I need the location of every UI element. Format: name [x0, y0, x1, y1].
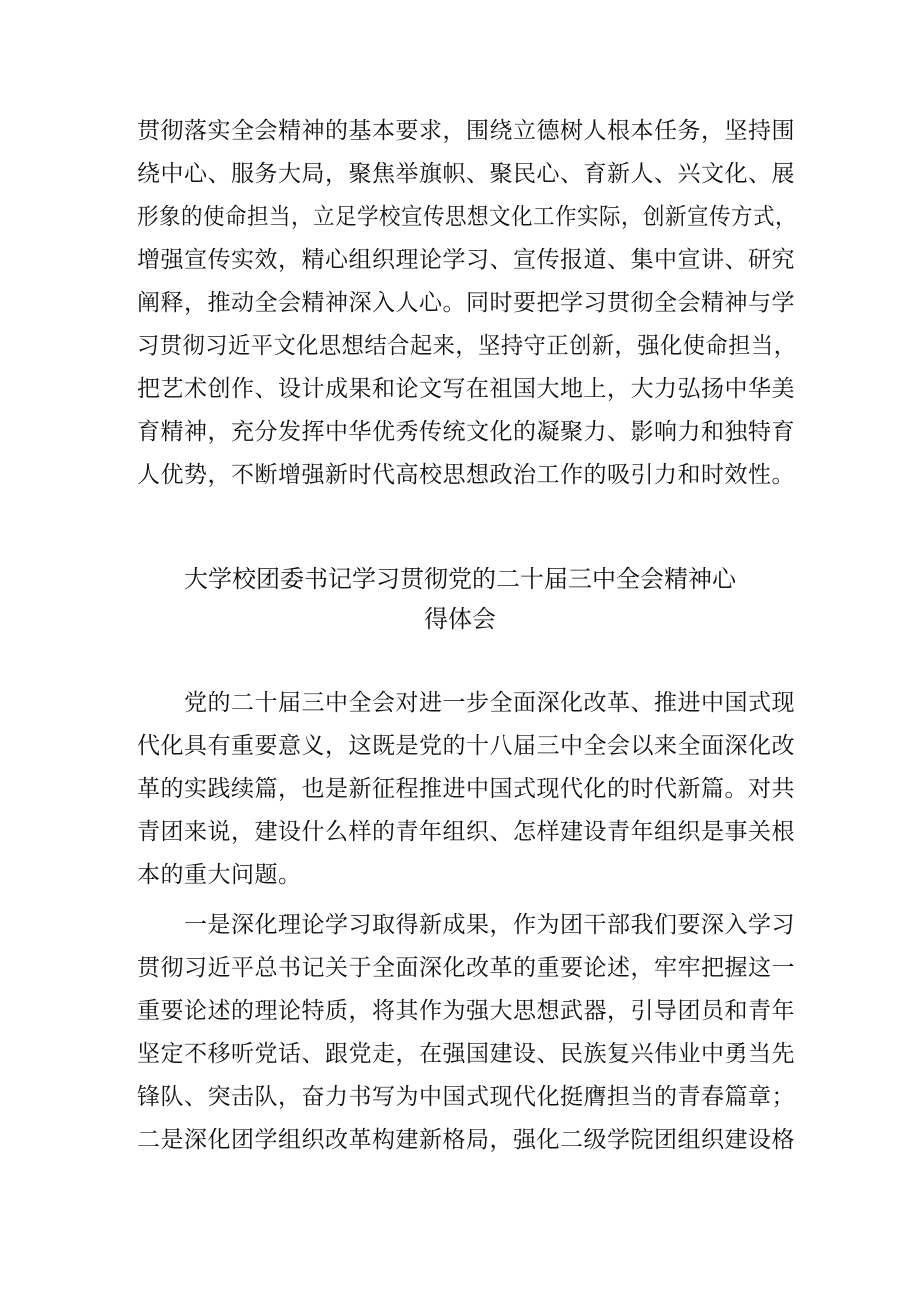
- text-line: 绕中心、服务大局，聚焦举旗帜、聚民心、育新人、兴文化、展: [137, 161, 795, 187]
- heading-line-1: 大学校团委书记学习贯彻党的二十届三中全会精神心: [184, 565, 736, 593]
- text-line: 代化具有重要意义，这既是党的十八届三中全会以来全面深化改: [137, 733, 795, 759]
- heading-line-2: 得体会: [424, 605, 496, 633]
- text-line: 青团来说，建设什么样的青年组织、怎样建设青年组织是事关根: [137, 819, 795, 845]
- text-line: 重要论述的理论特质，将其作为强大思想武器，引导团员和青年: [137, 998, 795, 1024]
- text-line: 坚定不移听党话、跟党走，在强国建设、民族复兴伟业中勇当先: [137, 1041, 795, 1067]
- text-line: 二是深化团学组织改革构建新格局，强化二级学院团组织建设格: [137, 1127, 795, 1153]
- text-line: 贯彻习近平总书记关于全面深化改革的重要论述，牢牢把握这一: [137, 955, 795, 981]
- text-line: 增强宣传实效，精心组织理论学习、宣传报道、集中宣讲、研究: [137, 247, 795, 273]
- text-line: 形象的使命担当，立足学校宣传思想文化工作实际，创新宣传方式，: [137, 204, 798, 230]
- text-line: 育精神，充分发挥中华优秀传统文化的凝聚力、影响力和独特育: [137, 419, 795, 445]
- text-line: 阐释，推动全会精神深入人心。同时要把学习贯彻全会精神与学: [137, 290, 795, 316]
- text-line: 革的实践续篇，也是新征程推进中国式现代化的时代新篇。对共: [137, 776, 795, 802]
- text-line: 贯彻落实全会精神的基本要求，围绕立德树人根本任务，坚持围: [137, 118, 795, 144]
- text-line: 人优势，不断增强新时代高校思想政治工作的吸引力和时效性。: [137, 462, 795, 488]
- text-line: 把艺术创作、设计成果和论文写在祖国大地上，大力弘扬中华美: [137, 376, 795, 402]
- text-line: 一是深化理论学习取得新成果，作为团干部我们要深入学习: [137, 912, 795, 938]
- text-line: 本的重大问题。: [137, 862, 302, 888]
- text-line: 党的二十届三中全会对进一步全面深化改革、推进中国式现: [137, 690, 795, 716]
- text-line: 习贯彻习近平文化思想结合起来，坚持守正创新，强化使命担当，: [137, 333, 797, 359]
- text-line: 锋队、突击队，奋力书写为中国式现代化挺膺担当的青春篇章；: [137, 1084, 795, 1110]
